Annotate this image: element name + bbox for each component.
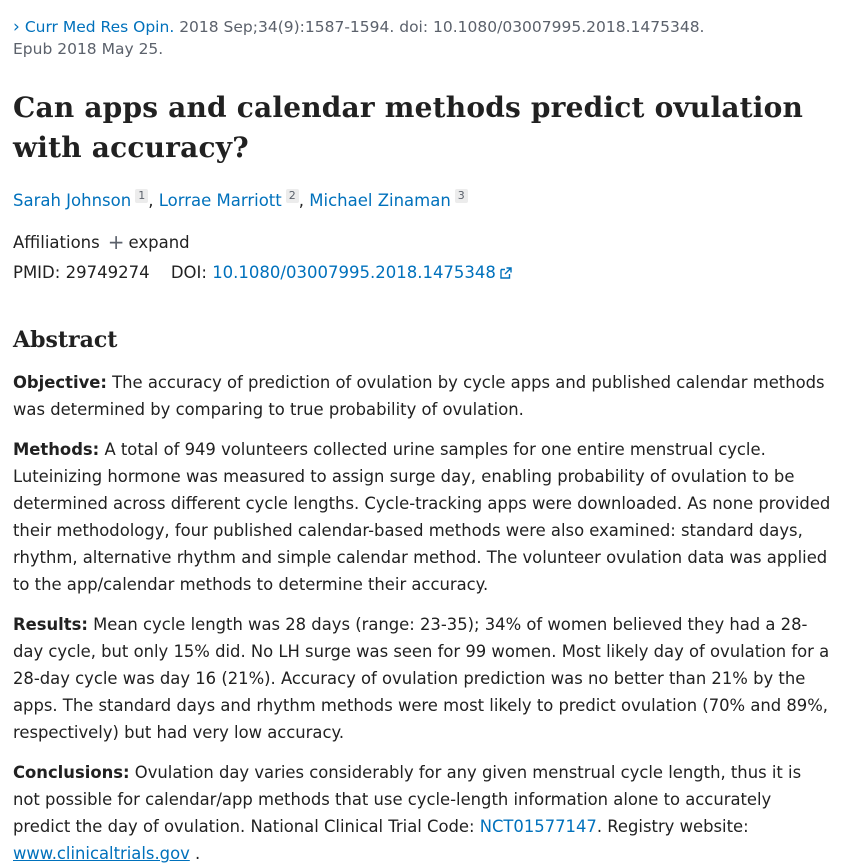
methods-label: Methods: — [13, 440, 100, 459]
affiliation-ref[interactable]: 1 — [135, 189, 148, 203]
author-link[interactable]: Michael Zinaman — [309, 191, 451, 210]
citation-details: 2018 Sep;34(9):1587-1594. doi: 10.1080/03007995.2018.1475348. — [179, 18, 705, 36]
author-link[interactable]: Sarah Johnson — [13, 191, 132, 210]
conclusions-text: Ovulation day varies considerably for any given menstrual cycle length, thus it is not possible for calendar/app methods that use cycle-length information alone to accurately predict the day of ovulation. National Clinical Trial Code: — [13, 763, 802, 836]
registry-link[interactable]: www.clinicaltrials.gov — [13, 844, 190, 863]
affiliations-label: Affiliations — [13, 233, 100, 252]
results-text: Mean cycle length was 28 days (range: 23-35); 34% of women believed they had a 28-day cycle, but only 15% did. No LH surge was seen for 99 women. Most likely day of ovulation for a 28-day cycle was day 16 (21%). Accuracy of ovulation prediction was no better than 21% by the apps. The standard days and rhythm methods were most likely to predict ovulation (70% and 89%, respectively) but had very low accuracy. — [13, 615, 830, 742]
results-label: Results: — [13, 615, 88, 634]
doi-link[interactable] — [212, 263, 512, 282]
expand-label: expand — [128, 233, 190, 252]
identifiers — [13, 261, 512, 285]
author-link[interactable]: Lorrae Marriott — [158, 191, 282, 210]
doi-label: DOI: — [170, 263, 207, 282]
plus-icon: + — [107, 230, 125, 254]
affiliation-ref[interactable]: 2 — [286, 189, 299, 203]
article-title: Can apps and calendar methods predict ovulation with accuracy? — [13, 91, 804, 164]
abstract-results — [13, 611, 833, 746]
abstract-methods — [13, 436, 833, 598]
pmid-value: 29749274 — [65, 263, 150, 282]
journal-link[interactable]: Curr Med Res Opin. — [24, 18, 175, 36]
affiliation-ref[interactable]: 3 — [455, 189, 468, 203]
abstract-conclusions — [13, 759, 833, 867]
epub-date: Epub 2018 May 25. — [13, 40, 164, 58]
conclusions-mid: . Registry website: — [596, 817, 749, 836]
chevron-right-icon[interactable]: › — [13, 17, 20, 37]
methods-text: A total of 949 volunteers collected urine samples for one entire menstrual cycle. Luteinizing hormone was measured to assign surge day, enabling probability of ovulation to be determined across different cycle lengths. Cycle-tracking apps were downloaded. As none provided their methodology, four published calendar-based methods were also examined: standard days, rhythm, alternative rhythm and simple calendar method. The volunteer ovulation data was applied to the app/calendar methods to determine their accuracy. — [13, 440, 831, 594]
affiliations-toggle[interactable] — [13, 230, 190, 255]
pmid-label: PMID: — [13, 263, 61, 282]
conclusions-label: Conclusions: — [13, 763, 130, 782]
external-link-icon — [500, 267, 512, 279]
citation — [13, 16, 833, 60]
conclusions-end: . — [189, 844, 201, 863]
abstract-heading: Abstract — [13, 327, 118, 353]
objective-text: The accuracy of prediction of ovulation by cycle apps and published calendar methods was determined by comparing to true probability of ovulation. — [13, 373, 825, 419]
objective-label: Objective: — [13, 373, 107, 392]
doi-value[interactable]: 10.1080/03007995.2018.1475348 — [212, 263, 496, 282]
abstract-objective — [13, 369, 833, 423]
trial-code-link[interactable]: NCT01577147 — [479, 817, 597, 836]
author-list: Sarah Johnson $^1$ , Lorrae Marriott $^2$ , Michael Zinaman $^3$ — [13, 189, 468, 213]
